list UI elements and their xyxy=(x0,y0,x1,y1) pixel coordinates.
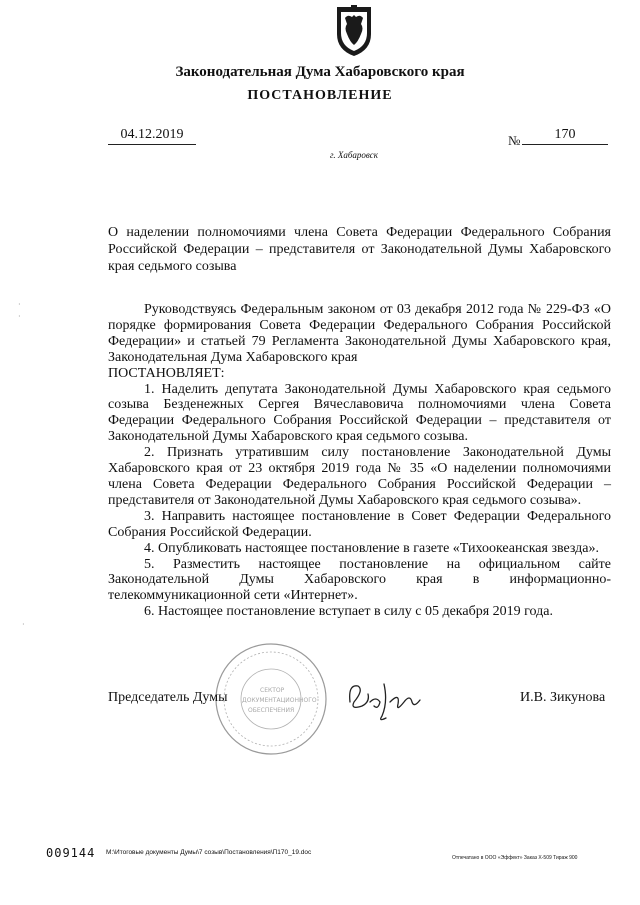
svg-text:СЕКТОР: СЕКТОР xyxy=(260,687,285,694)
coat-of-arms-icon xyxy=(334,4,374,58)
signatory-position: Председатель Думы xyxy=(108,690,228,705)
file-path: M:\Итоговые документы Думы\7 созыв\Постановления\П170_19.doc xyxy=(106,849,312,856)
organization-title: Законодательная Дума Хабаровского края xyxy=(175,64,465,80)
city-label: г. Хабаровск xyxy=(330,150,378,160)
item-5: 5. Разместить настоящее постановление на официальном сайте Законодательной Думы Хабаровского края в информационно-телекоммуникационной сети «Интернет». xyxy=(108,556,611,604)
document-number: 170 xyxy=(522,126,608,145)
item-2: 2. Признать утратившим силу постановление Законодательной Думы Хабаровского края от 23 октября 2019 года № 35 «О наделении полномочиями члена Совета Федерации Федерального Собрания Российской Федерации – представителя от Законодательной Думы Хабаровского края седьмого созыва». xyxy=(108,445,611,508)
print-info: Отпечатано в ООО «Эффект» Заказ Х-509 Тираж 900 xyxy=(452,855,578,861)
preamble: Руководствуясь Федеральным законом от 03 декабря 2012 года № 229-ФЗ «О порядке формирования Совета Федерации Федерального Собрания Российской Федерации» и статьей 79 Регламента Законодательной Думы Хабаровского края, Законодательная Дума Хабаровского края xyxy=(108,302,611,365)
official-stamp xyxy=(212,640,330,758)
margin-mark: · xyxy=(18,300,21,309)
handwritten-signature xyxy=(340,672,432,724)
margin-mark: · xyxy=(18,312,21,321)
item-1: 1. Наделить депутата Законодательной Думы Хабаровского края седьмого созыва Безденежных Сергея Вячеславовича полномочиями члена Совета Федерации Федерального Собрания Российской Федерации – представителя от Законодательной Думы Хабаровского края седьмого созыва. xyxy=(108,381,611,445)
document-subject: О наделении полномочиями члена Совета Федерации Федерального Собрания Российской Федерации – представителя от Законодательной Думы Хабаровского края седьмого созыва xyxy=(108,225,611,274)
document-body xyxy=(108,302,611,620)
margin-mark: · xyxy=(22,620,25,629)
item-4: 4. Опубликовать настоящее постановление в газете «Тихоокеанская звезда». xyxy=(144,540,600,556)
document-type: ПОСТАНОВЛЕНИЕ xyxy=(247,88,393,103)
svg-text:ОБЕСПЕЧЕНИЯ: ОБЕСПЕЧЕНИЯ xyxy=(248,707,295,714)
document-code: 009144 xyxy=(46,846,96,860)
item-3: 3. Направить настоящее постановление в Совет Федерации Федерального Собрания Российской Федерации. xyxy=(108,508,611,540)
signatory-name: И.В. Зикунова xyxy=(520,690,606,705)
item-6: 6. Настоящее постановление вступает в силу с 05 декабря 2019 года. xyxy=(144,604,553,620)
document-date: 04.12.2019 xyxy=(108,126,196,145)
number-label: № xyxy=(508,133,521,148)
resolves-label: ПОСТАНОВЛЯЕТ: xyxy=(108,365,225,381)
svg-text:ДОКУМЕНТАЦИОННОГО: ДОКУМЕНТАЦИОННОГО xyxy=(242,697,317,704)
